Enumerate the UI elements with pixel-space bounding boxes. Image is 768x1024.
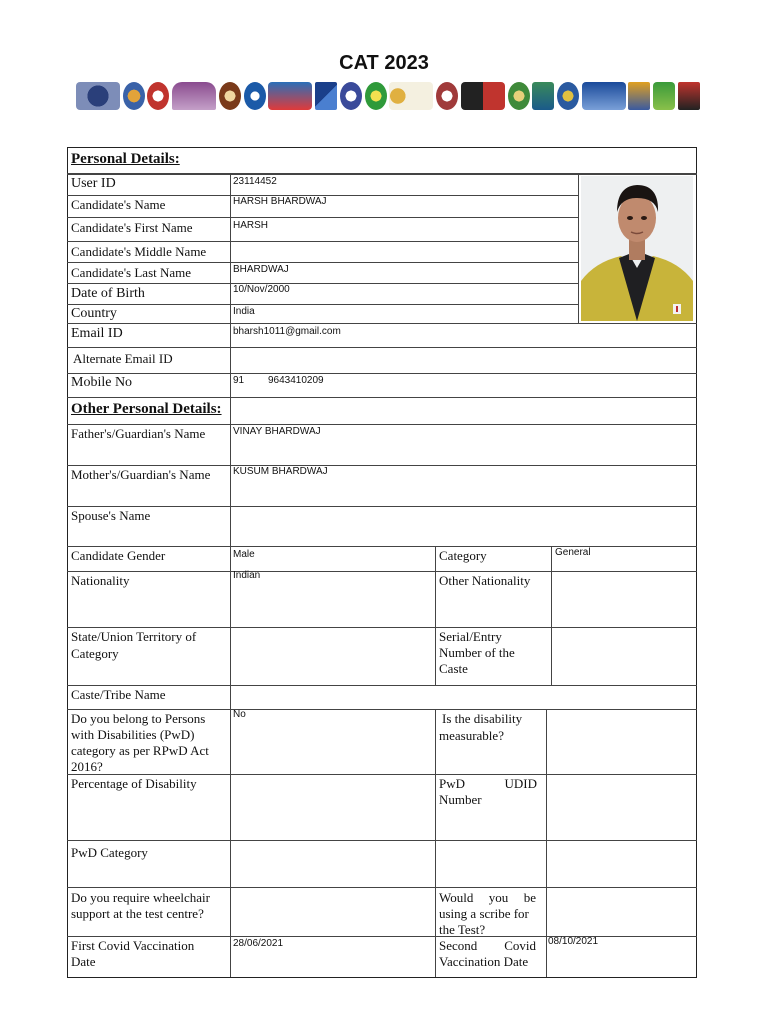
value-category: General <box>555 547 591 558</box>
value-mobile: 9643410209 <box>268 375 324 386</box>
label-alt-email: Alternate Email ID <box>73 351 173 366</box>
label-udid-l1: PwD UDID <box>439 776 537 791</box>
candidate-photo <box>581 176 693 321</box>
label-measurable-l1: Is the disability <box>442 711 523 726</box>
label-nationality: Nationality <box>71 573 130 588</box>
page-title: CAT 2023 <box>339 52 429 74</box>
iimk2-logo <box>365 82 387 110</box>
label-mobile: Mobile No <box>71 375 133 390</box>
iimj-logo <box>268 82 312 110</box>
iimk-logo <box>123 82 145 110</box>
value-last-name: BHARDWAJ <box>233 264 289 275</box>
label-last-name: Candidate's Last Name <box>71 265 192 280</box>
label-mother: Mother's/Guardian's Name <box>71 467 211 482</box>
iimsh-logo <box>582 82 626 110</box>
value-pwd: No <box>233 709 246 720</box>
label-email: Email ID <box>71 326 123 341</box>
label-covid2-l2: Vaccination Date <box>439 954 529 969</box>
label-candidate-name: Candidate's Name <box>71 197 166 212</box>
label-user-id: User ID <box>71 176 116 191</box>
iimn-logo <box>389 82 433 110</box>
iimu-logo <box>508 82 530 110</box>
label-category: Category <box>439 548 487 563</box>
iimt-logo <box>244 82 266 110</box>
label-serial-l1: Serial/Entry <box>439 629 502 644</box>
label-father: Father's/Guardian's Name <box>71 426 206 441</box>
label-measurable-l2: measurable? <box>439 728 504 743</box>
label-gender: Candidate Gender <box>71 548 166 563</box>
value-gender: Male <box>233 549 255 560</box>
label-scribe-l1: Would you be <box>439 890 536 905</box>
label-covid1-l1: First Covid Vaccination <box>71 938 195 953</box>
value-mobile-code: 91 <box>233 375 245 386</box>
label-other-nationality: Other Nationality <box>439 573 531 588</box>
iimi-logo <box>219 82 241 110</box>
label-pwd-l1: Do you belong to Persons <box>71 711 206 726</box>
value-covid1: 28/06/2021 <box>233 938 284 949</box>
label-country: Country <box>71 306 117 321</box>
label-wheelchair-l2: support at the test centre? <box>71 906 204 921</box>
iimb-logo <box>172 82 216 110</box>
label-covid1-l2: Date <box>71 954 96 969</box>
value-email: bharsh1011@gmail.com <box>233 326 341 337</box>
label-pwd-l3: category as per RPwD Act <box>71 743 209 758</box>
label-spouse: Spouse's Name <box>71 508 151 523</box>
iimk3-logo <box>436 82 458 110</box>
value-covid2: 08/10/2021 <box>548 936 599 947</box>
value-country: India <box>233 306 255 317</box>
label-serial-l3: Caste <box>439 661 468 676</box>
institute-logos-strip <box>76 78 700 114</box>
label-first-name: Candidate's First Name <box>71 220 193 235</box>
value-user-id: 23114452 <box>233 176 277 187</box>
label-pct-disability: Percentage of Disability <box>71 776 197 791</box>
iiml-logo <box>147 82 169 110</box>
label-dob: Date of Birth <box>71 286 145 301</box>
label-wheelchair-l1: Do you require wheelchair <box>71 890 210 905</box>
section-personal-details: Personal Details: <box>71 151 180 167</box>
value-dob: 10/Nov/2000 <box>233 284 290 295</box>
iimu2-logo <box>653 82 675 110</box>
section-other-personal-details: Other Personal Details: <box>71 401 222 417</box>
label-pwd-l4: 2016? <box>71 759 103 774</box>
label-caste: Caste/Tribe Name <box>71 687 166 702</box>
label-udid-l2: Number <box>439 792 482 807</box>
label-covid2-l1: Second Covid <box>439 938 536 953</box>
label-scribe-l2: using a scribe for <box>439 906 529 921</box>
iimc-logo <box>461 82 505 110</box>
iima-logo <box>76 82 120 110</box>
label-state-l2: Category <box>71 646 119 661</box>
value-mother: KUSUM BHARDWAJ <box>233 466 328 477</box>
value-first-name: HARSH <box>233 220 269 231</box>
iimg-logo <box>557 82 579 110</box>
label-pwd-category: PwD Category <box>71 845 148 860</box>
iimr2-logo <box>678 82 700 110</box>
iimr-logo <box>315 82 337 110</box>
label-scribe-l3: the Test? <box>439 922 486 937</box>
iimbg-logo <box>628 82 650 110</box>
value-nationality: Indian <box>233 570 261 581</box>
iims-logo <box>340 82 362 110</box>
iimv-logo <box>532 82 554 110</box>
label-pwd-l2: with Disabilities (PwD) <box>71 727 195 742</box>
value-father: VINAY BHARDWAJ <box>233 426 321 437</box>
value-candidate-name: HARSH BHARDWAJ <box>233 196 327 207</box>
label-middle-name: Candidate's Middle Name <box>71 244 207 259</box>
label-state-l1: State/Union Territory of <box>71 629 197 644</box>
label-serial-l2: Number of the <box>439 645 515 660</box>
